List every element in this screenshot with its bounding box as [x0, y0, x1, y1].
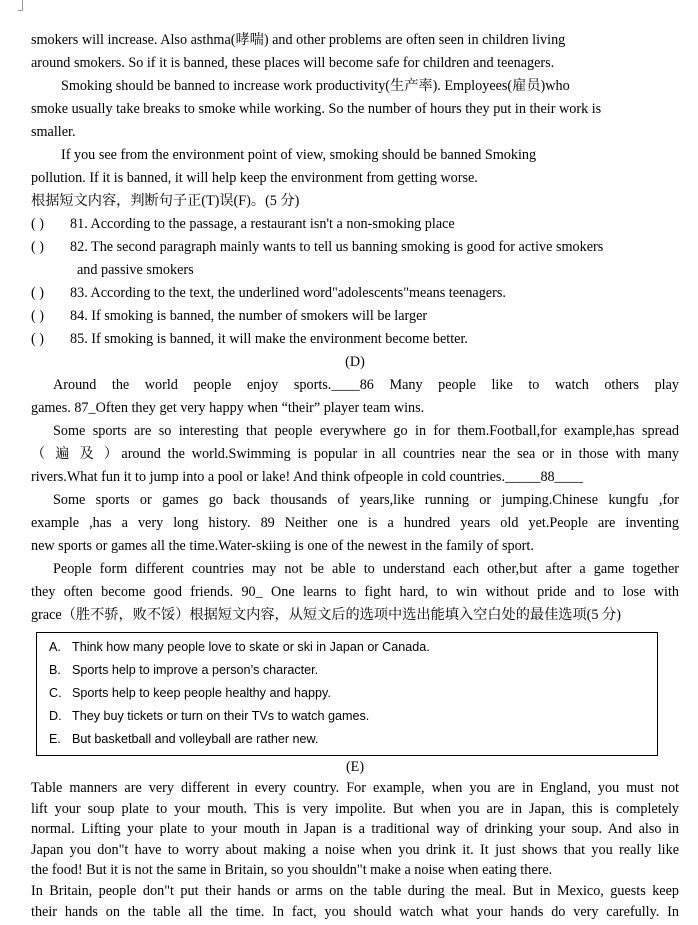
- section-heading-d: (D): [345, 354, 365, 370]
- option-a[interactable]: [49, 636, 657, 659]
- text-line: they often become good friends. 90_ One learns to fight hard, to win without pride and to lose with: [31, 584, 679, 600]
- option-letter: C.: [49, 686, 62, 700]
- instruction-text: 根据短文内容，判断句子正(T)误(F)。(5 分): [31, 193, 300, 209]
- text-line: Japan you don"t have to worry about making a noise when you drink it. It just shows that you really like: [31, 841, 679, 858]
- text-line: If you see from the environment point of view, smoking should be banned Smoking: [61, 147, 537, 163]
- question-text: 82. The second paragraph mainly wants to tell us banning smoking is good for active smokers: [70, 239, 604, 255]
- option-b[interactable]: [49, 659, 657, 682]
- document-page: [31, 29, 679, 922]
- text-line: smokers will increase. Also asthma(哮喘) and other problems are often seen in children living: [31, 32, 566, 48]
- option-letter: D.: [49, 709, 62, 723]
- question-82[interactable]: [31, 236, 679, 259]
- answer-blank: ( ): [31, 216, 44, 232]
- answer-blank: ( ): [31, 331, 44, 347]
- text-line: Table manners are very different in every country. For example, when you are in England, you must not: [31, 780, 679, 796]
- text-line: the food! But it is not the same in Britain, so you shouldn"t make a noise when eating there.: [31, 862, 553, 879]
- question-84[interactable]: [31, 305, 679, 328]
- true-false-questions: [31, 213, 679, 351]
- option-c[interactable]: [49, 682, 657, 705]
- question-81[interactable]: [31, 213, 679, 236]
- text-line: games. 87_Often they get very happy when “their” player team wins.: [31, 400, 425, 416]
- question-text: 85. If smoking is banned, it will make the environment become better.: [70, 331, 468, 347]
- answer-blank: ( ): [31, 285, 44, 301]
- text-line: smoke usually take breaks to smoke while working. So the number of hours they put in their work is: [31, 101, 602, 117]
- option-letter: A.: [49, 640, 61, 654]
- option-text: They buy tickets or turn on their TVs to watch games.: [72, 709, 370, 723]
- text-line: new sports or games all the time.Water-skiing is one of the newest in the family of sport.: [31, 538, 534, 554]
- option-letter: E.: [49, 732, 61, 746]
- section-heading-e: (E): [345, 759, 365, 775]
- question-text: 84. If smoking is banned, the number of smokers will be larger: [70, 308, 428, 324]
- text-line: Around the world people enjoy sports.____86 Many people like to watch others play: [53, 377, 679, 393]
- text-line: Some sports or games go back thousands of years,like running or jumping.Chinese kungfu ,for: [53, 492, 679, 508]
- text-line: pollution. If it is banned, it will help keep the environment from getting worse.: [31, 170, 478, 186]
- option-text: Sports help to keep people healthy and happy.: [72, 686, 331, 700]
- option-letter: B.: [49, 663, 61, 677]
- passage-c-tail: [31, 29, 679, 213]
- option-d[interactable]: [49, 705, 657, 728]
- text-line: Smoking should be banned to increase work productivity(生产率). Employees(雇员)who: [61, 78, 570, 94]
- question-text: 83. According to the text, the underlined word"adolescents"means teenagers.: [70, 285, 506, 301]
- instruction-text: grace（胜不骄，败不馁）根据短文内容，从短文后的选项中选出能填入空白处的最佳选项(5 分): [31, 607, 621, 623]
- text-line: normal. Lifting your plate to your mouth in Japan is a traditional way of drinking your soup. And also in: [31, 821, 679, 838]
- passage-d: [31, 351, 679, 756]
- question-83[interactable]: [31, 282, 679, 305]
- text-line: example ,has a very long history. 89 Neither one is a hundred years old yet.People are inventing: [31, 515, 679, 531]
- option-e[interactable]: [49, 728, 657, 751]
- question-82-continuation: and passive smokers: [77, 262, 194, 278]
- option-text: But basketball and volleyball are rather new.: [72, 732, 319, 746]
- options-box: [36, 632, 658, 756]
- text-line: In Britain, people don"t put their hands or arms on the table during the meal. But in Mexico, guests keep: [31, 882, 679, 899]
- option-text: Think how many people love to skate or ski in Japan or Canada.: [72, 640, 430, 654]
- text-line: lift your soup plate to your mouth. This is very impolite. But when you are in Japan, this is completely: [31, 800, 679, 817]
- option-text: Sports help to improve a person’s character.: [72, 663, 319, 677]
- text-line: （ 遍 及 ）around the world.Swimming is popular in all countries near the sea or in those with many: [31, 446, 679, 462]
- page-corner-mark: [18, 0, 23, 11]
- question-text: 81. According to the passage, a restaurant isn't a non-smoking place: [70, 216, 455, 232]
- text-line: around smokers. So if it is banned, these places will become safe for children and teenagers.: [31, 55, 555, 71]
- answer-blank: ( ): [31, 308, 44, 324]
- question-85[interactable]: [31, 328, 679, 351]
- text-line: rivers.What fun it to jump into a pool or lake! And think ofpeople in cold countries._____88____: [31, 469, 584, 485]
- answer-blank: ( ): [31, 239, 44, 255]
- text-line: their hands on the table all the time. In fact, you should watch what your hands do very carefully. In: [31, 903, 679, 920]
- passage-e: [31, 756, 679, 922]
- text-line: smaller.: [31, 124, 76, 140]
- text-line: People form different countries may not be able to understand each other,but after a game together: [53, 561, 679, 577]
- text-line: Some sports are so interesting that people everywhere go in for them.Football,for example,has spread: [53, 423, 679, 439]
